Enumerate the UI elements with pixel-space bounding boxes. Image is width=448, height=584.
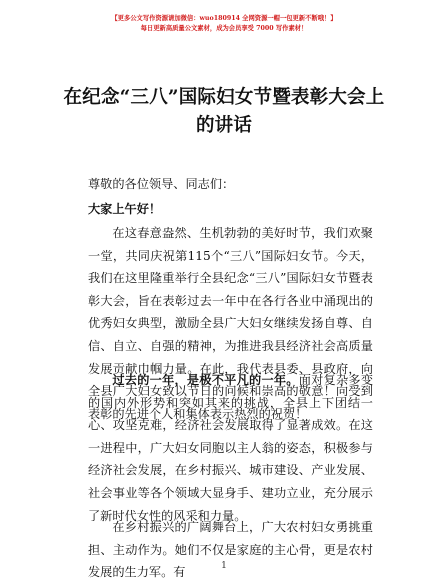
paragraph-3: 在乡村振兴的广阔舞台上，广大农村妇女勇挑重担、主动作为。她们不仅是家庭的主心骨，更是农村发展的生力军。有 [88,520,373,580]
document-title: 在纪念“三八”国际妇女节暨表彰大会上的讲话 [63,87,385,136]
paragraph-1: 在这春意盎然、生机勃勃的美好时节，我们欢聚一堂，共同庆祝第115个“三八”国际妇女节。今天，我们在这里隆重举行全县纪念“三八”国际妇女节暨表彰大会，旨在表彰过去一年中在各行各业中涌现出的优秀妇女典型，激励全县广大妇女继续发扬自尊、自信、自立、自强的精神，为推进我县经济社会高质量发展贡献巾帼力量。在此，我代表县委、县政府，向全县广大妇女致以节日的问候和崇高的敬意！向受到表彰的先进个人和集体表示热烈的祝贺！ [88,226,373,421]
paragraph-2-lead: 过去的一年，是极不平凡的一年。 [112,373,299,387]
greeting: 大家上午好！ [88,202,162,216]
promo-banner-line-1: 【更多公文写作资源请加微信：wuo180914 全网资源一帽一包更新不断哦！】 [111,15,337,22]
promo-banner-line-2: 每日更新高质量公文素材，成为会员享受 7000 写作素材！ [140,25,308,32]
page-number: 1 [221,561,227,571]
paragraph-2 [88,369,373,527]
salutation: 尊敬的各位领导、同志们： [88,177,235,191]
paragraph-2-body: 面对复杂多变的国内外形势和突如其来的挑战，全县上下团结一心、攻坚克难，经济社会发展取得了显著成效。在这一进程中，广大妇女同胞以主人翁的姿态，积极参与经济社会发展，在乡村振兴、城市建设、产业发展、社会事业等各个领域大显身手、建功立业，充分展示了新时代女性的风采和力量。 [88,373,374,523]
